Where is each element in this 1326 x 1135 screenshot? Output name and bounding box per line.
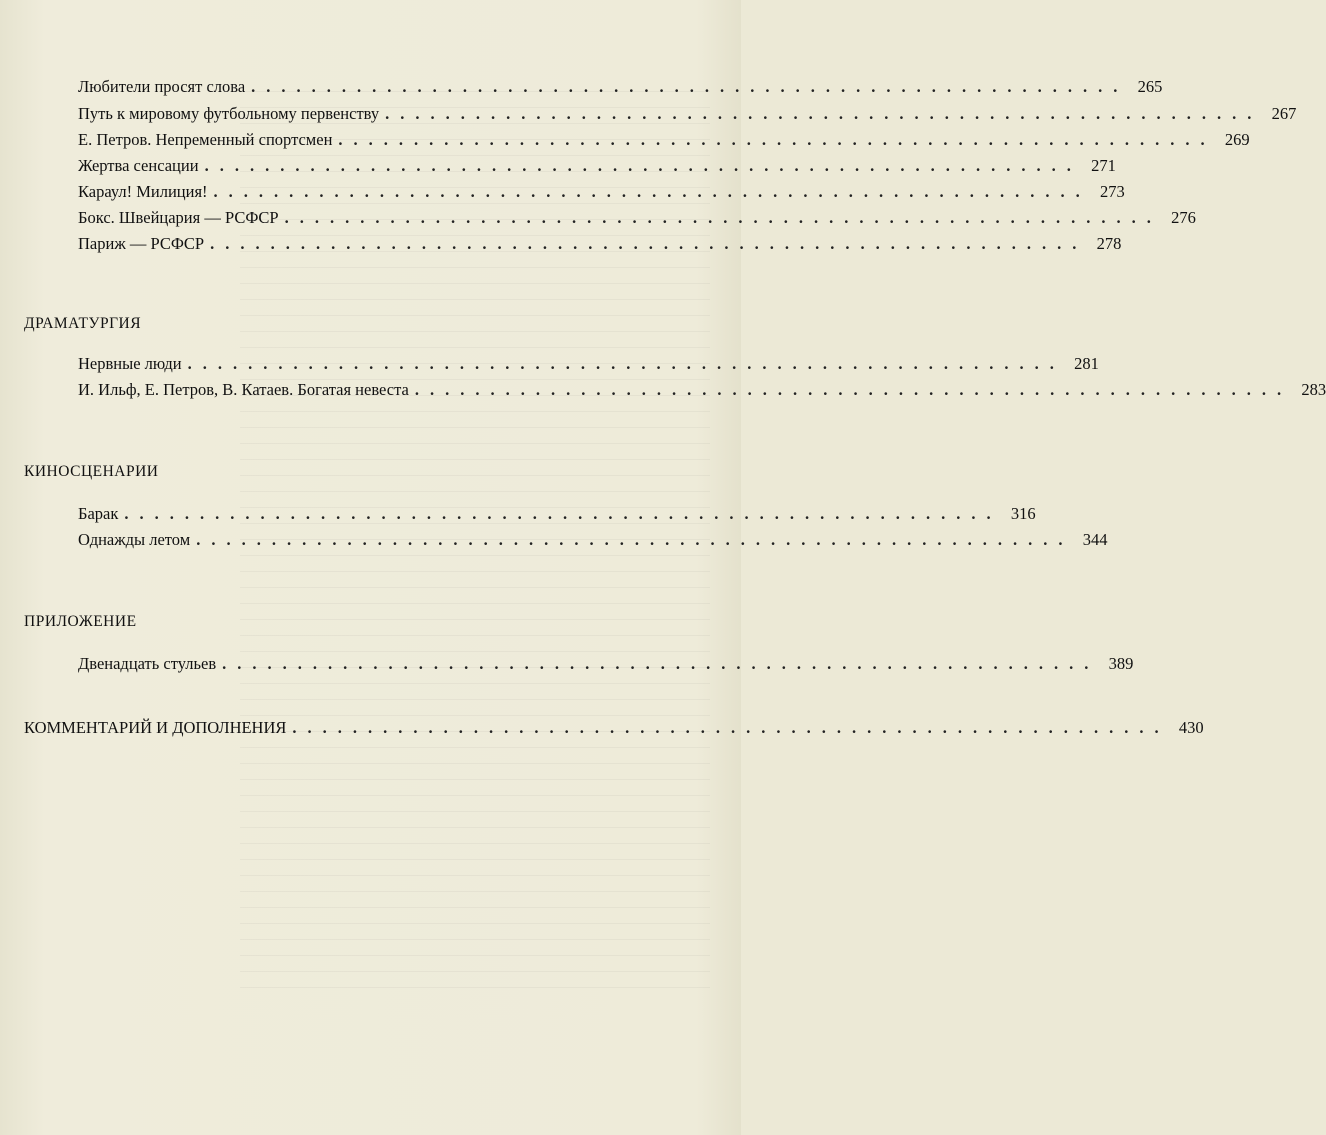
leader-dots: .......................................................... [222,654,1100,673]
toc-entry[interactable] [78,76,1163,98]
entry-title: Любители просят слова [78,77,246,96]
leader-dots: .......................................................... [187,354,1065,373]
leader-dots: .......................................................... [338,130,1216,149]
toc-entry[interactable] [78,653,1134,675]
entry-page: 316 [1010,504,1036,523]
toc-entry[interactable] [78,181,1125,203]
entry-title: Е. Петров. Непременный спортсмен [78,130,333,149]
entry-title: Бокс. Швейцария — РСФСР [78,208,279,227]
toc-entry-commentary[interactable] [24,717,1204,739]
toc-entry[interactable] [78,129,1250,151]
entry-page: 276 [1171,208,1196,227]
entry-title: Жертва сенсации [78,156,199,175]
entry-title: Караул! Милиция! [78,182,208,201]
toc-entry[interactable] [78,207,1196,229]
leader-dots: .......................................................... [210,234,1088,253]
toc-entry[interactable] [78,529,1108,551]
entry-title: Нервные люди [78,354,182,373]
entry-title: Однажды летом [78,530,191,549]
leader-dots: .......................................................... [124,504,1002,523]
leader-dots: .......................................................... [385,104,1263,123]
leader-dots: .......................................................... [251,77,1129,96]
entry-page: 265 [1137,77,1163,96]
entry-page: 281 [1074,354,1099,373]
leader-dots: .......................................................... [213,182,1091,201]
toc-entry[interactable] [78,155,1116,177]
entry-page: 269 [1224,130,1250,149]
entry-title: КОММЕНТАРИЙ И ДОПОЛНЕНИЯ [24,718,287,737]
entry-page: 389 [1108,654,1134,673]
section-heading-drama: ДРАМАТУРГИЯ [24,315,142,332]
leader-dots: .......................................................... [284,208,1162,227]
entry-page: 273 [1100,182,1125,201]
leader-dots: .......................................................... [292,718,1170,737]
entry-page: 430 [1178,718,1204,737]
section-heading-appendix: ПРИЛОЖЕНИЕ [24,613,137,630]
entry-page: 283 [1301,380,1326,399]
entry-page: 344 [1082,530,1108,549]
entry-page: 267 [1271,104,1297,123]
leader-dots: .......................................................... [204,156,1082,175]
toc-entry[interactable] [78,103,1297,125]
entry-page: 271 [1091,156,1116,175]
toc-entry[interactable] [78,379,1326,401]
toc-entry[interactable] [78,233,1122,255]
section-heading-screenplays: КИНОСЦЕНАРИИ [24,463,159,480]
entry-title: Барак [78,504,119,523]
entry-page: 278 [1096,234,1122,253]
entry-title: Путь к мировому футбольному первенству [78,104,380,123]
entry-title: Двенадцать стульев [78,654,217,673]
toc-entry[interactable] [78,353,1099,375]
entry-title: Париж — РСФСР [78,234,205,253]
toc-entry[interactable] [78,503,1036,525]
leader-dots: .......................................................... [414,380,1293,399]
entry-title: И. Ильф, Е. Петров, В. Катаев. Богатая невеста [78,380,409,399]
leader-dots: .......................................................... [196,530,1074,549]
